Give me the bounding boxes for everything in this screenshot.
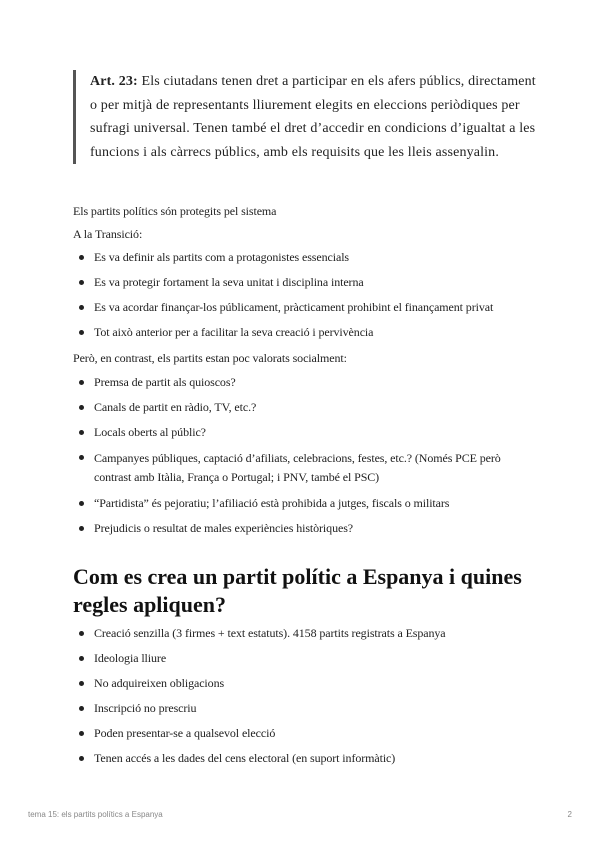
list-item: Es va acordar finançar-los públicament, pràcticament prohibint el finançament privat bbox=[73, 299, 533, 316]
list-item: Es va protegir fortament la seva unitat i disciplina interna bbox=[73, 274, 533, 291]
list-item: Tot això anterior per a facilitar la seva creació i pervivència bbox=[73, 324, 533, 341]
bullet-icon bbox=[79, 706, 84, 711]
contrast-list bbox=[73, 374, 533, 545]
list-item: Tenen accés a les dades del cens electoral (en suport informàtic) bbox=[73, 750, 533, 767]
bullet-icon bbox=[79, 380, 84, 385]
bullet-icon bbox=[79, 731, 84, 736]
list-item: Prejudicis o resultat de males experiències històriques? bbox=[73, 520, 533, 537]
bullet-icon bbox=[79, 656, 84, 661]
bullet-icon bbox=[79, 631, 84, 636]
bullet-icon bbox=[79, 330, 84, 335]
bullet-icon bbox=[79, 280, 84, 285]
article-text: Els ciutadans tenen dret a participar en els afers públics, directament o per mitjà de representants lliurement elegits en eleccions periòdiques per sufragi universal. Tenen també el dret d’accedir en condicions d’igualtat a les funcions i als càrrecs públics, amb els requisits que les lleis assenyalin. bbox=[90, 74, 536, 160]
bullet-icon bbox=[79, 501, 84, 506]
list-item: “Partidista” és pejoratiu; l’afiliació està prohibida a jutges, fiscals o militars bbox=[73, 495, 533, 512]
creation-list bbox=[73, 625, 533, 775]
bullet-icon bbox=[79, 430, 84, 435]
list-item: Inscripció no prescriu bbox=[73, 700, 533, 717]
section-heading: Com es crea un partit polític a Espanya i quines regles apliquen? bbox=[73, 564, 522, 617]
footer-title: tema 15: els partits polítics a Espanya bbox=[28, 810, 163, 819]
bullet-icon bbox=[79, 681, 84, 686]
bullet-icon bbox=[79, 305, 84, 310]
bullet-icon bbox=[79, 255, 84, 260]
intro-protected: Els partits polítics són protegits pel sistema bbox=[73, 204, 277, 218]
bullet-icon bbox=[79, 455, 84, 460]
intro-contrast: Però, en contrast, els partits estan poc valorats socialment: bbox=[73, 351, 347, 365]
transicio-list bbox=[73, 249, 533, 349]
list-item: Ideologia lliure bbox=[73, 650, 533, 667]
list-item: Poden presentar-se a qualsevol elecció bbox=[73, 725, 533, 742]
intro-transicio: A la Transició: bbox=[73, 227, 143, 241]
list-item: Campanyes públiques, captació d’afiliats, celebracions, festes, etc.? (Només PCE però contrast amb Itàlia, França o Portugal; i PNV, també el PSC) bbox=[73, 449, 533, 487]
list-item: Locals oberts al públic? bbox=[73, 424, 533, 441]
article-label: Art. 23: bbox=[90, 74, 138, 89]
list-item: Canals de partit en ràdio, TV, etc.? bbox=[73, 399, 533, 416]
article-quote bbox=[73, 70, 540, 164]
bullet-icon bbox=[79, 405, 84, 410]
page-number: 2 bbox=[567, 810, 572, 819]
list-item: No adquireixen obligacions bbox=[73, 675, 533, 692]
bullet-icon bbox=[79, 756, 84, 761]
list-item: Premsa de partit als quioscos? bbox=[73, 374, 533, 391]
list-item: Creació senzilla (3 firmes + text estatuts). 4158 partits registrats a Espanya bbox=[73, 625, 533, 642]
bullet-icon bbox=[79, 526, 84, 531]
list-item: Es va definir als partits com a protagonistes essencials bbox=[73, 249, 533, 266]
